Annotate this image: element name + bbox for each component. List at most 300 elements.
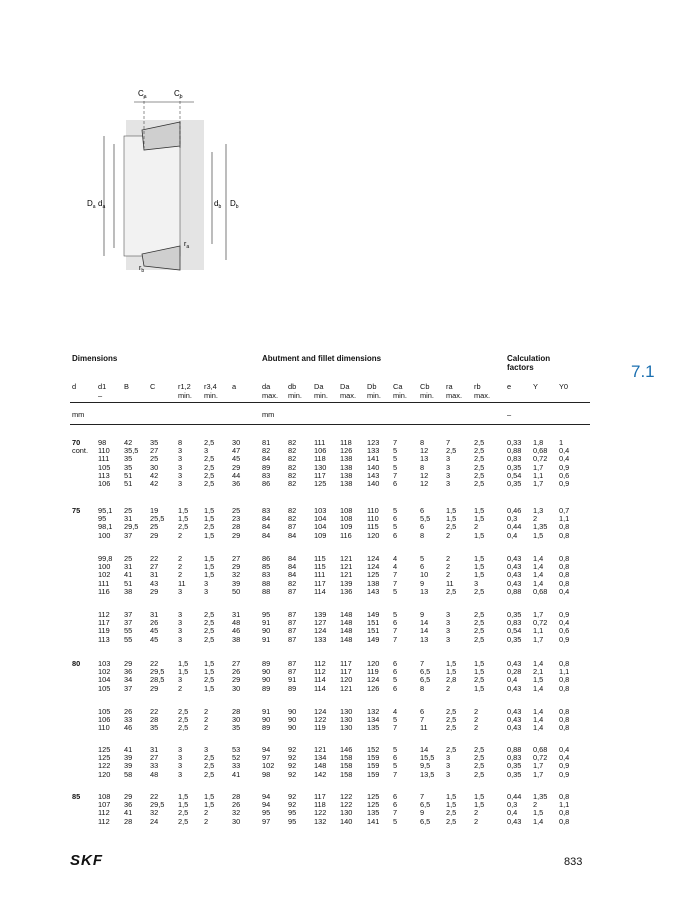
table-cell: 31: [124, 562, 133, 572]
table-cell: 1,7: [533, 610, 544, 619]
table-cell: 126: [340, 446, 353, 456]
table-cell: 0,4: [507, 530, 518, 540]
table-cell: 3: [446, 626, 451, 636]
table-cell: 26: [124, 707, 133, 716]
table-cell: 1,5: [446, 506, 457, 515]
table-cell: 91: [262, 707, 271, 716]
column-header-5: r3,4: [204, 382, 217, 391]
table-cell: 92: [288, 761, 297, 771]
table-cell: 37: [124, 618, 133, 628]
table-cell: 84: [288, 570, 297, 580]
table-cell: 119: [98, 626, 110, 636]
table-cell: 7: [393, 634, 398, 644]
table-cell: 0,43: [507, 816, 522, 826]
table-cell: 102: [98, 570, 111, 580]
table-cell: 109: [314, 530, 327, 540]
table-cell: 1,7: [533, 769, 544, 779]
table-cell: 2,5: [204, 454, 215, 464]
table-cell: 158: [340, 753, 353, 763]
table-cell: 41: [124, 570, 133, 580]
unit-dash-calc: –: [507, 410, 512, 419]
table-cell: 28: [150, 715, 159, 725]
table-cell: 2,5: [474, 479, 485, 488]
table-cell: 3: [446, 618, 451, 628]
table-cell: 82: [288, 514, 297, 524]
table-cell: 9,5: [420, 761, 431, 771]
table-cell: 139: [314, 610, 327, 619]
table-cell: 89: [262, 659, 271, 668]
table-cell: 6: [393, 530, 398, 540]
table-cell: 1,4: [533, 715, 544, 725]
table-cell: 1,5: [474, 562, 485, 572]
table-cell: 3: [446, 454, 451, 464]
column-header-11: Db: [367, 382, 377, 391]
table-cell: 8: [420, 683, 425, 693]
table-cell: 42: [150, 479, 159, 488]
table-cell: 0,43: [507, 570, 522, 580]
table-cell: 95,1: [98, 506, 113, 515]
diagram-label-rb: $r_b$: [139, 265, 145, 274]
table-cell: 82: [288, 462, 297, 472]
table-cell: 109: [340, 522, 353, 532]
table-cell: 7: [393, 723, 398, 733]
table-cell: 125: [98, 745, 111, 754]
table-cell: 1,5: [204, 514, 215, 524]
table-cell: 0,4: [559, 745, 570, 754]
table-cell: 1,5: [474, 530, 485, 540]
table-cell: 6: [393, 667, 398, 677]
table-cell: 82: [288, 479, 297, 488]
table-cell: 107: [98, 800, 111, 810]
table-cell: 125: [314, 479, 327, 488]
table-cell: 7: [420, 659, 425, 668]
table-cell: 2,1: [533, 667, 544, 677]
table-cell: 5: [393, 675, 398, 685]
table-cell: 5: [393, 586, 398, 596]
table-cell: 3: [178, 446, 183, 456]
table-cell: 2: [474, 522, 479, 532]
table-cell: 121: [340, 562, 353, 572]
table-cell: 41: [232, 769, 241, 779]
table-cell: 37: [124, 683, 133, 693]
table-cell: 0,8: [559, 715, 570, 725]
table-cell: 143: [367, 470, 380, 480]
table-cell: 141: [367, 454, 380, 464]
table-cell: 2: [446, 554, 451, 563]
table-cell: 94: [262, 800, 271, 810]
table-cell: 24: [150, 816, 159, 826]
table-cell: 2,5: [474, 462, 485, 472]
table-cell: 87: [288, 626, 297, 636]
table-cell: 3: [446, 470, 451, 480]
table-cell: 2,5: [178, 723, 189, 733]
column-header-sub-15: max.: [474, 391, 491, 400]
table-cell: 0,4: [559, 586, 570, 596]
table-cell: 29,5: [150, 800, 165, 810]
table-cell: 118: [314, 800, 326, 810]
unit-mm-abutment: mm: [262, 410, 275, 419]
table-cell: 151: [367, 626, 380, 636]
table-cell: 1,5: [178, 792, 189, 801]
table-cell: 1,4: [533, 659, 544, 668]
table-cell: 1,5: [446, 792, 457, 801]
table-cell: 38: [124, 586, 133, 596]
table-cell: 2: [204, 707, 209, 716]
table-cell: 122: [98, 761, 111, 771]
table-cell: 2,5: [204, 753, 215, 763]
table-cell: 1,8: [533, 438, 544, 447]
table-cell: 138: [340, 462, 353, 472]
table-cell: 22: [150, 554, 159, 563]
table-cell: 87: [288, 522, 297, 532]
table-cell: 1,5: [204, 667, 215, 677]
table-cell: 105: [98, 683, 111, 693]
table-cell: 0,8: [559, 675, 570, 685]
table-cell: 0,28: [507, 667, 522, 677]
table-cell: 122: [340, 792, 353, 801]
table-cell: 1,5: [204, 659, 215, 668]
table-cell: 111: [98, 454, 110, 464]
table-cell: 1,5: [446, 514, 457, 524]
table-cell: 11: [446, 578, 454, 588]
table-cell: 112: [98, 610, 110, 619]
table-cell: 2,5: [446, 446, 457, 456]
table-cell: 10: [420, 570, 429, 580]
table-cell: 1,5: [533, 808, 544, 818]
table-cell: 1,4: [533, 562, 544, 572]
table-cell: 82: [288, 446, 297, 456]
table-cell: 124: [367, 554, 380, 563]
column-header-12: Ca: [393, 382, 403, 391]
table-cell: 2: [178, 562, 183, 572]
table-cell: 88: [262, 586, 271, 596]
table-cell: 81: [262, 438, 271, 447]
table-cell: 6: [393, 792, 398, 801]
table-cell: 91: [262, 618, 271, 628]
table-cell: 132: [314, 816, 327, 826]
table-cell: 14: [420, 745, 429, 754]
table-cell: 2: [204, 715, 209, 725]
table-cell: 46: [232, 626, 241, 636]
table-cell: 0,44: [507, 522, 522, 532]
table-cell: 0,9: [559, 610, 570, 619]
column-header-sub-12: min.: [393, 391, 407, 400]
table-cell: 48: [150, 769, 159, 779]
table-cell: 1,4: [533, 816, 544, 826]
table-cell: 130: [340, 715, 353, 725]
table-cell: 0,43: [507, 562, 522, 572]
table-cell: 133: [367, 446, 380, 456]
table-cell: 0,9: [559, 634, 570, 644]
table-cell: 94: [262, 745, 271, 754]
table-cell: 120: [367, 530, 380, 540]
table-cell: 1,5: [474, 659, 485, 668]
table-cell: 29,5: [124, 522, 139, 532]
table-cell: 45: [232, 454, 241, 464]
group-bore-d: 70: [72, 438, 81, 447]
table-cell: 25: [124, 554, 133, 563]
table-cell: 1,1: [559, 514, 570, 524]
table-cell: 98: [262, 769, 271, 779]
table-cell: 27: [232, 659, 241, 668]
table-cell: 3: [446, 462, 451, 472]
table-cell: 1,5: [474, 667, 485, 677]
table-cell: 2,5: [204, 470, 215, 480]
table-cell: 7: [393, 470, 398, 480]
table-cell: 1,4: [533, 554, 544, 563]
table-cell: 35: [150, 438, 159, 447]
table-cell: 3: [178, 634, 183, 644]
table-cell: 3: [178, 675, 183, 685]
table-cell: 97: [262, 816, 271, 826]
table-cell: 0,68: [533, 745, 548, 754]
table-cell: 2,5: [446, 586, 457, 596]
table-cell: 84: [262, 454, 271, 464]
table-cell: 90: [262, 667, 271, 677]
table-cell: 117: [314, 578, 326, 588]
table-cell: 2,5: [178, 522, 189, 532]
table-cell: 1,5: [446, 659, 457, 668]
table-row: [0, 817, 674, 826]
table-cell: 1,1: [533, 470, 544, 480]
table-cell: 100: [98, 530, 111, 540]
table-cell: 1,7: [533, 462, 544, 472]
table-cell: 31: [150, 610, 159, 619]
diagram-label-ra: $r_a$: [184, 241, 190, 250]
table-cell: 2,5: [178, 707, 189, 716]
table-cell: 0,88: [507, 586, 522, 596]
table-cell: 102: [98, 667, 111, 677]
table-cell: 116: [98, 586, 110, 596]
table-cell: 0,35: [507, 479, 522, 488]
table-cell: 2: [446, 562, 451, 572]
table-cell: 5: [393, 446, 398, 456]
table-cell: 1,5: [204, 792, 215, 801]
table-cell: 1,4: [533, 707, 544, 716]
table-cell: 119: [314, 723, 326, 733]
table-cell: 13,5: [420, 769, 435, 779]
table-cell: 87: [288, 659, 297, 668]
table-cell: 47: [232, 446, 241, 456]
table-cell: 3: [178, 761, 183, 771]
table-cell: 7: [420, 715, 425, 725]
table-cell: 1,5: [474, 792, 485, 801]
table-cell: 29: [232, 530, 241, 540]
table-cell: 148: [340, 626, 353, 636]
group-bore-d: 75: [72, 506, 81, 515]
table-cell: 7: [393, 808, 398, 818]
table-cell: 105: [98, 462, 111, 472]
table-cell: 1,35: [533, 792, 548, 801]
table-cell: 2,5: [204, 626, 215, 636]
table-cell: 28: [232, 707, 241, 716]
table-cell: 6: [393, 618, 398, 628]
table-cell: 5: [393, 715, 398, 725]
table-cell: 36: [124, 667, 133, 677]
table-cell: 82: [288, 438, 297, 447]
table-cell: 115: [314, 554, 326, 563]
column-header-3: C: [150, 382, 156, 391]
table-cell: 0,83: [507, 454, 522, 464]
table-cell: 86: [262, 554, 271, 563]
table-cell: 53: [232, 745, 241, 754]
table-cell: 124: [367, 675, 380, 685]
table-cell: 2,5: [204, 618, 215, 628]
table-cell: 13: [420, 454, 429, 464]
table-cell: 2,5: [446, 723, 457, 733]
table-cell: 33: [232, 761, 241, 771]
table-cell: 99,8: [98, 554, 113, 563]
table-cell: 82: [288, 470, 297, 480]
table-cell: 0,33: [507, 438, 522, 447]
table-cell: 88: [262, 578, 271, 588]
table-cell: 82: [288, 578, 297, 588]
table-cell: 112: [314, 659, 326, 668]
table-cell: 91: [288, 675, 297, 685]
column-header-sub-14: max.: [446, 391, 463, 400]
header-calc-factors: Calculation factors: [507, 354, 551, 372]
table-cell: 2,5: [204, 769, 215, 779]
table-cell: 90: [262, 715, 271, 725]
table-cell: 135: [367, 808, 380, 818]
column-header-14: ra: [446, 382, 453, 391]
table-cell: 39: [124, 761, 133, 771]
table-cell: 1,1: [559, 800, 570, 810]
table-cell: 0,43: [507, 578, 522, 588]
table-cell: 1,5: [204, 554, 215, 563]
column-header-0: d: [72, 382, 77, 391]
table-cell: 6,5: [420, 675, 431, 685]
table-cell: 3: [474, 578, 479, 588]
table-cell: 1,3: [533, 506, 544, 515]
table-cell: 138: [340, 454, 353, 464]
table-cell: 159: [367, 769, 380, 779]
table-cell: 0,54: [507, 470, 522, 480]
table-cell: 6: [393, 800, 398, 810]
table-cell: 87: [288, 634, 297, 644]
table-cell: 106: [98, 479, 111, 488]
table-cell: 0,88: [507, 745, 522, 754]
table-cell: 84: [288, 530, 297, 540]
table-cell: 2: [474, 723, 479, 733]
table-cell: 138: [367, 578, 380, 588]
table-cell: 119: [367, 667, 379, 677]
table-cell: 1,5: [474, 570, 485, 580]
table-cell: 2: [178, 530, 183, 540]
table-cell: 103: [314, 506, 327, 515]
column-header-18: Y0: [559, 382, 569, 391]
table-cell: 3: [204, 745, 209, 754]
table-row: [0, 723, 674, 732]
table-cell: 0,8: [559, 530, 570, 540]
column-header-10: Da: [340, 382, 350, 391]
table-cell: 27: [232, 554, 241, 563]
table-cell: 1,4: [533, 723, 544, 733]
table-cell: 0,8: [559, 578, 570, 588]
column-header-8: db: [288, 382, 297, 391]
table-cell: 92: [288, 800, 297, 810]
table-cell: 111: [314, 438, 326, 447]
table-cell: 0,8: [559, 683, 570, 693]
table-cell: 38: [232, 634, 241, 644]
table-cell: 122: [314, 808, 327, 818]
table-cell: 134: [367, 715, 380, 725]
table-row: [0, 684, 674, 693]
table-cell: 2,5: [474, 438, 485, 447]
table-cell: 0,43: [507, 659, 522, 668]
table-cell: 0,4: [559, 618, 570, 628]
table-cell: 3: [178, 610, 183, 619]
table-cell: 112: [98, 816, 110, 826]
table-cell: 140: [340, 816, 353, 826]
table-cell: 1,5: [474, 800, 485, 810]
table-cell: 35,5: [124, 446, 139, 456]
table-cell: 108: [98, 792, 111, 801]
table-cell: 36: [232, 479, 241, 488]
table-cell: 83: [262, 506, 271, 515]
table-cell: 25: [232, 506, 241, 515]
table-cell: 48: [232, 618, 241, 628]
table-cell: 0,8: [559, 562, 570, 572]
table-cell: 1,5: [204, 683, 215, 693]
table-row: [0, 635, 674, 644]
table-cell: 0,8: [559, 707, 570, 716]
column-header-sub-10: max.: [340, 391, 357, 400]
table-cell: 140: [367, 479, 380, 488]
table-cell: 0,68: [533, 586, 548, 596]
table-cell: 2,5: [446, 745, 457, 754]
table-cell: 1,5: [204, 562, 215, 572]
table-cell: 0,9: [559, 462, 570, 472]
table-cell: 117: [314, 470, 326, 480]
table-cell: 95: [288, 808, 297, 818]
table-cell: 37: [124, 530, 133, 540]
table-cell: 31: [232, 610, 241, 619]
table-cell: 39: [232, 578, 241, 588]
table-cell: 2,5: [204, 522, 215, 532]
table-cell: 114: [314, 586, 326, 596]
table-cell: 3: [204, 446, 209, 456]
table-cell: 130: [340, 723, 353, 733]
table-cell: 2,5: [204, 634, 215, 644]
table-cell: 125: [367, 570, 380, 580]
table-cell: 130: [340, 808, 353, 818]
table-cell: 45: [150, 626, 159, 636]
table-cell: 149: [367, 610, 380, 619]
table-cell: 2,5: [204, 479, 215, 488]
table-cell: 45: [150, 634, 159, 644]
table-cell: 2,5: [474, 675, 485, 685]
table-cell: 28: [232, 522, 241, 532]
column-header-sub-13: min.: [420, 391, 434, 400]
table-cell: 30: [232, 715, 241, 725]
table-cell: 134: [314, 753, 327, 763]
table-cell: 0,4: [507, 675, 518, 685]
table-cell: 14: [420, 626, 429, 636]
table-cell: 0,43: [507, 707, 522, 716]
table-cell: 102: [262, 761, 275, 771]
table-cell: 114: [314, 683, 326, 693]
table-cell: 0,8: [559, 808, 570, 818]
table-cell: 1,5: [446, 800, 457, 810]
table-cell: 0,4: [507, 808, 518, 818]
table-cell: 2,5: [204, 675, 215, 685]
table-cell: 8: [420, 438, 425, 447]
table-cell: 5: [393, 745, 398, 754]
table-cell: 1,5: [178, 659, 189, 668]
table-cell: 30: [232, 816, 241, 826]
table-cell: 31: [150, 570, 159, 580]
